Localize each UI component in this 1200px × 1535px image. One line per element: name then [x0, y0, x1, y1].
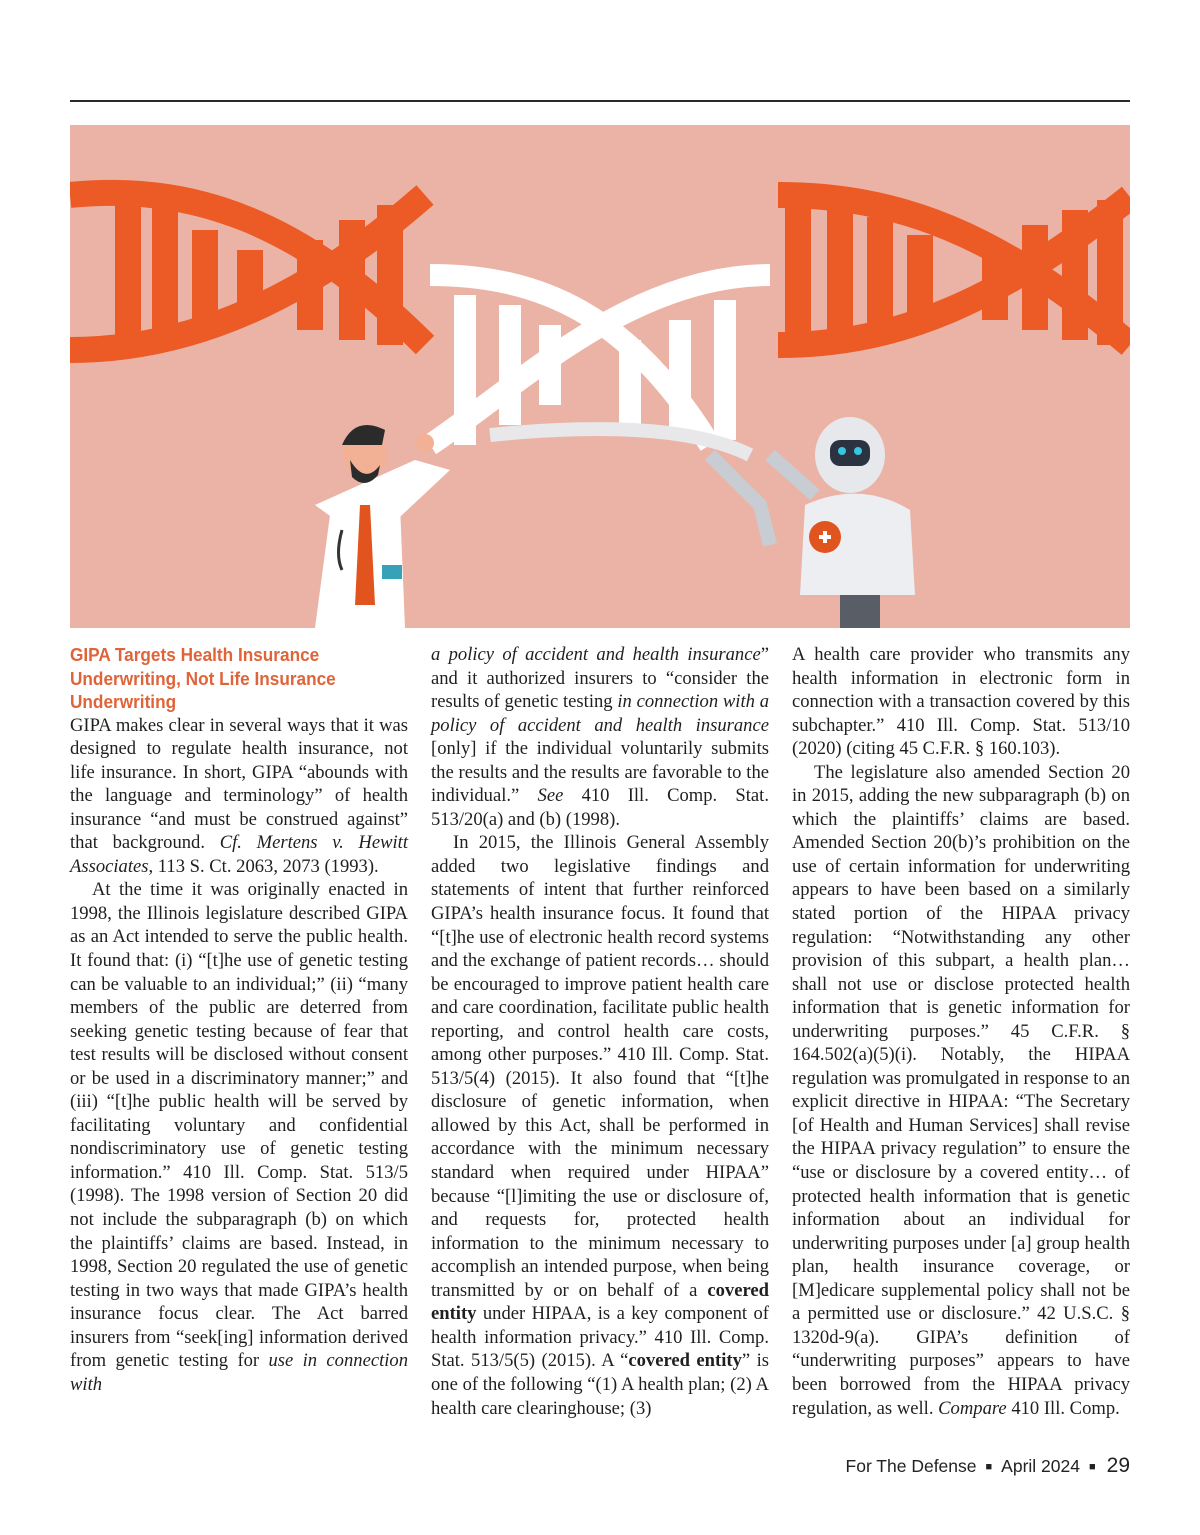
section-heading: GIPA Targets Health Insurance Underwriting, Not Life Insurance Underwriting: [70, 644, 336, 712]
issue-date: April 2024: [1001, 1456, 1080, 1476]
page-footer: [846, 1454, 1130, 1478]
article-column-1: [70, 643, 408, 1396]
page-number: 29: [1106, 1454, 1130, 1477]
paragraph: The legislature also amended Section 20 in 2015, adding the new subparagraph (b) on which the plaintiffs’ claims are based. Amended Section 20(b)’s prohibition on the use of certain information for underwriting appears to have been based on a similarly stated portion of the HIPAA privacy regulation: “Notwithstanding any other provision of this subpart, a health plan… shall not use or disclose protected health information that is genetic information for underwriting purposes.” 45 C.F.R. § 164.502(a)(5)(i). Notably, the HIPAA regulation was promulgated in response to an explicit directive in HIPAA: “The Secretary [of Health and Human Services] shall revise the HIPAA privacy regulation” to ensure the “use or disclosure by a covered entity… of protected health information that is genetic information about an individual for underwriting purposes under [a] group health plan, health insurance coverage, or [M]edicare supplemental policy shall not be a permitted use or disclosure.” 42 U.S.C. § 1320d-9(a). GIPA’s definition of “underwriting purposes” appears to have been borrowed from the HIPAA privacy regulation, as well. Compare 410 Ill. Comp.: [792, 761, 1130, 1419]
dna-illustration: [70, 125, 1130, 628]
paragraph: In 2015, the Illinois General Assembly added two legislative findings and statements of intent that further reinforced GIPA’s health insurance focus. It found that “[t]he use of electronic health record systems and the exchange of patient records… should be encouraged to improve patient health care and care coordination, facilitate public health reporting, and control health care costs, among other purposes.” 410 Ill. Comp. Stat. 513/5(4) (2015). It also found that “[t]he disclosure of genetic information, when allowed by this Act, shall be performed in accordance with the minimum necessary standard when required under HIPAA” because “[l]imiting the use or disclosure of, and requests for, protected health information to the minimum necessary to accomplish an intended purpose, when being transmitted by or on behalf of a covered entity under HIPAA, is a key component of health information privacy.” 410 Ill. Comp. Stat. 513/5(5) (2015). A “covered entity” is one of the following “(1) A health plan; (2) A health care clearinghouse; (3): [431, 832, 769, 1419]
article-column-2: [431, 643, 769, 1420]
paragraph: A health care provider who transmits any health information in electronic form in connection with a transaction covered by this subchapter.” 410 Ill. Comp. Stat. 513/10 (2020) (citing 45 C.F.R. § 160.103).: [792, 644, 1130, 760]
publication-name: For The Defense: [845, 1456, 977, 1476]
top-rule: [70, 100, 1130, 102]
paragraph: a policy of accident and health insurance” and it authorized insurers to “consider the results of genetic testing in connection with a policy of accident and health insurance [only] if the individual voluntarily submits the results and the results are favorable to the individual.” See 410 Ill. Comp. Stat. 513/20(a) and (b) (1998).: [431, 644, 769, 830]
separator-square-icon: ■: [985, 1461, 993, 1473]
paragraph: GIPA makes clear in several ways that it was designed to regulate health insurance, not life insurance. In short, GIPA “abounds with the language and terminology” of health insurance “and must be construed against” that background. Cf. Mertens v. Hewitt Associates, 113 S. Ct. 2063, 2073 (1993).: [70, 714, 408, 877]
article-column-3: [792, 643, 1130, 1420]
paragraph: At the time it was originally enacted in 1998, the Illinois legislature described GIPA as an Act intended to serve the public health. It found that: (i) “[t]he use of genetic testing can be valuable to an individual;” (ii) “many members of the public are deterred from seeking genetic testing because of fear that test results will be disclosed without consent or be used in a discriminatory manner;” and (iii) “[t]he public health will be served by facilitating voluntary and confidential nondiscriminatory use of genetic testing information.” 410 Ill. Comp. Stat. 513/5 (1998). The 1998 version of Section 20 did not include the subparagraph (b) on which the plaintiffs’ claims are based. Instead, in 1998, Section 20 regulated the use of genetic testing in two ways that made GIPA’s health insurance focus clear. The Act barred insurers from “seek[ing] information derived from genetic testing for use in connection with: [70, 879, 409, 1395]
separator-square-icon: ■: [1088, 1461, 1096, 1473]
